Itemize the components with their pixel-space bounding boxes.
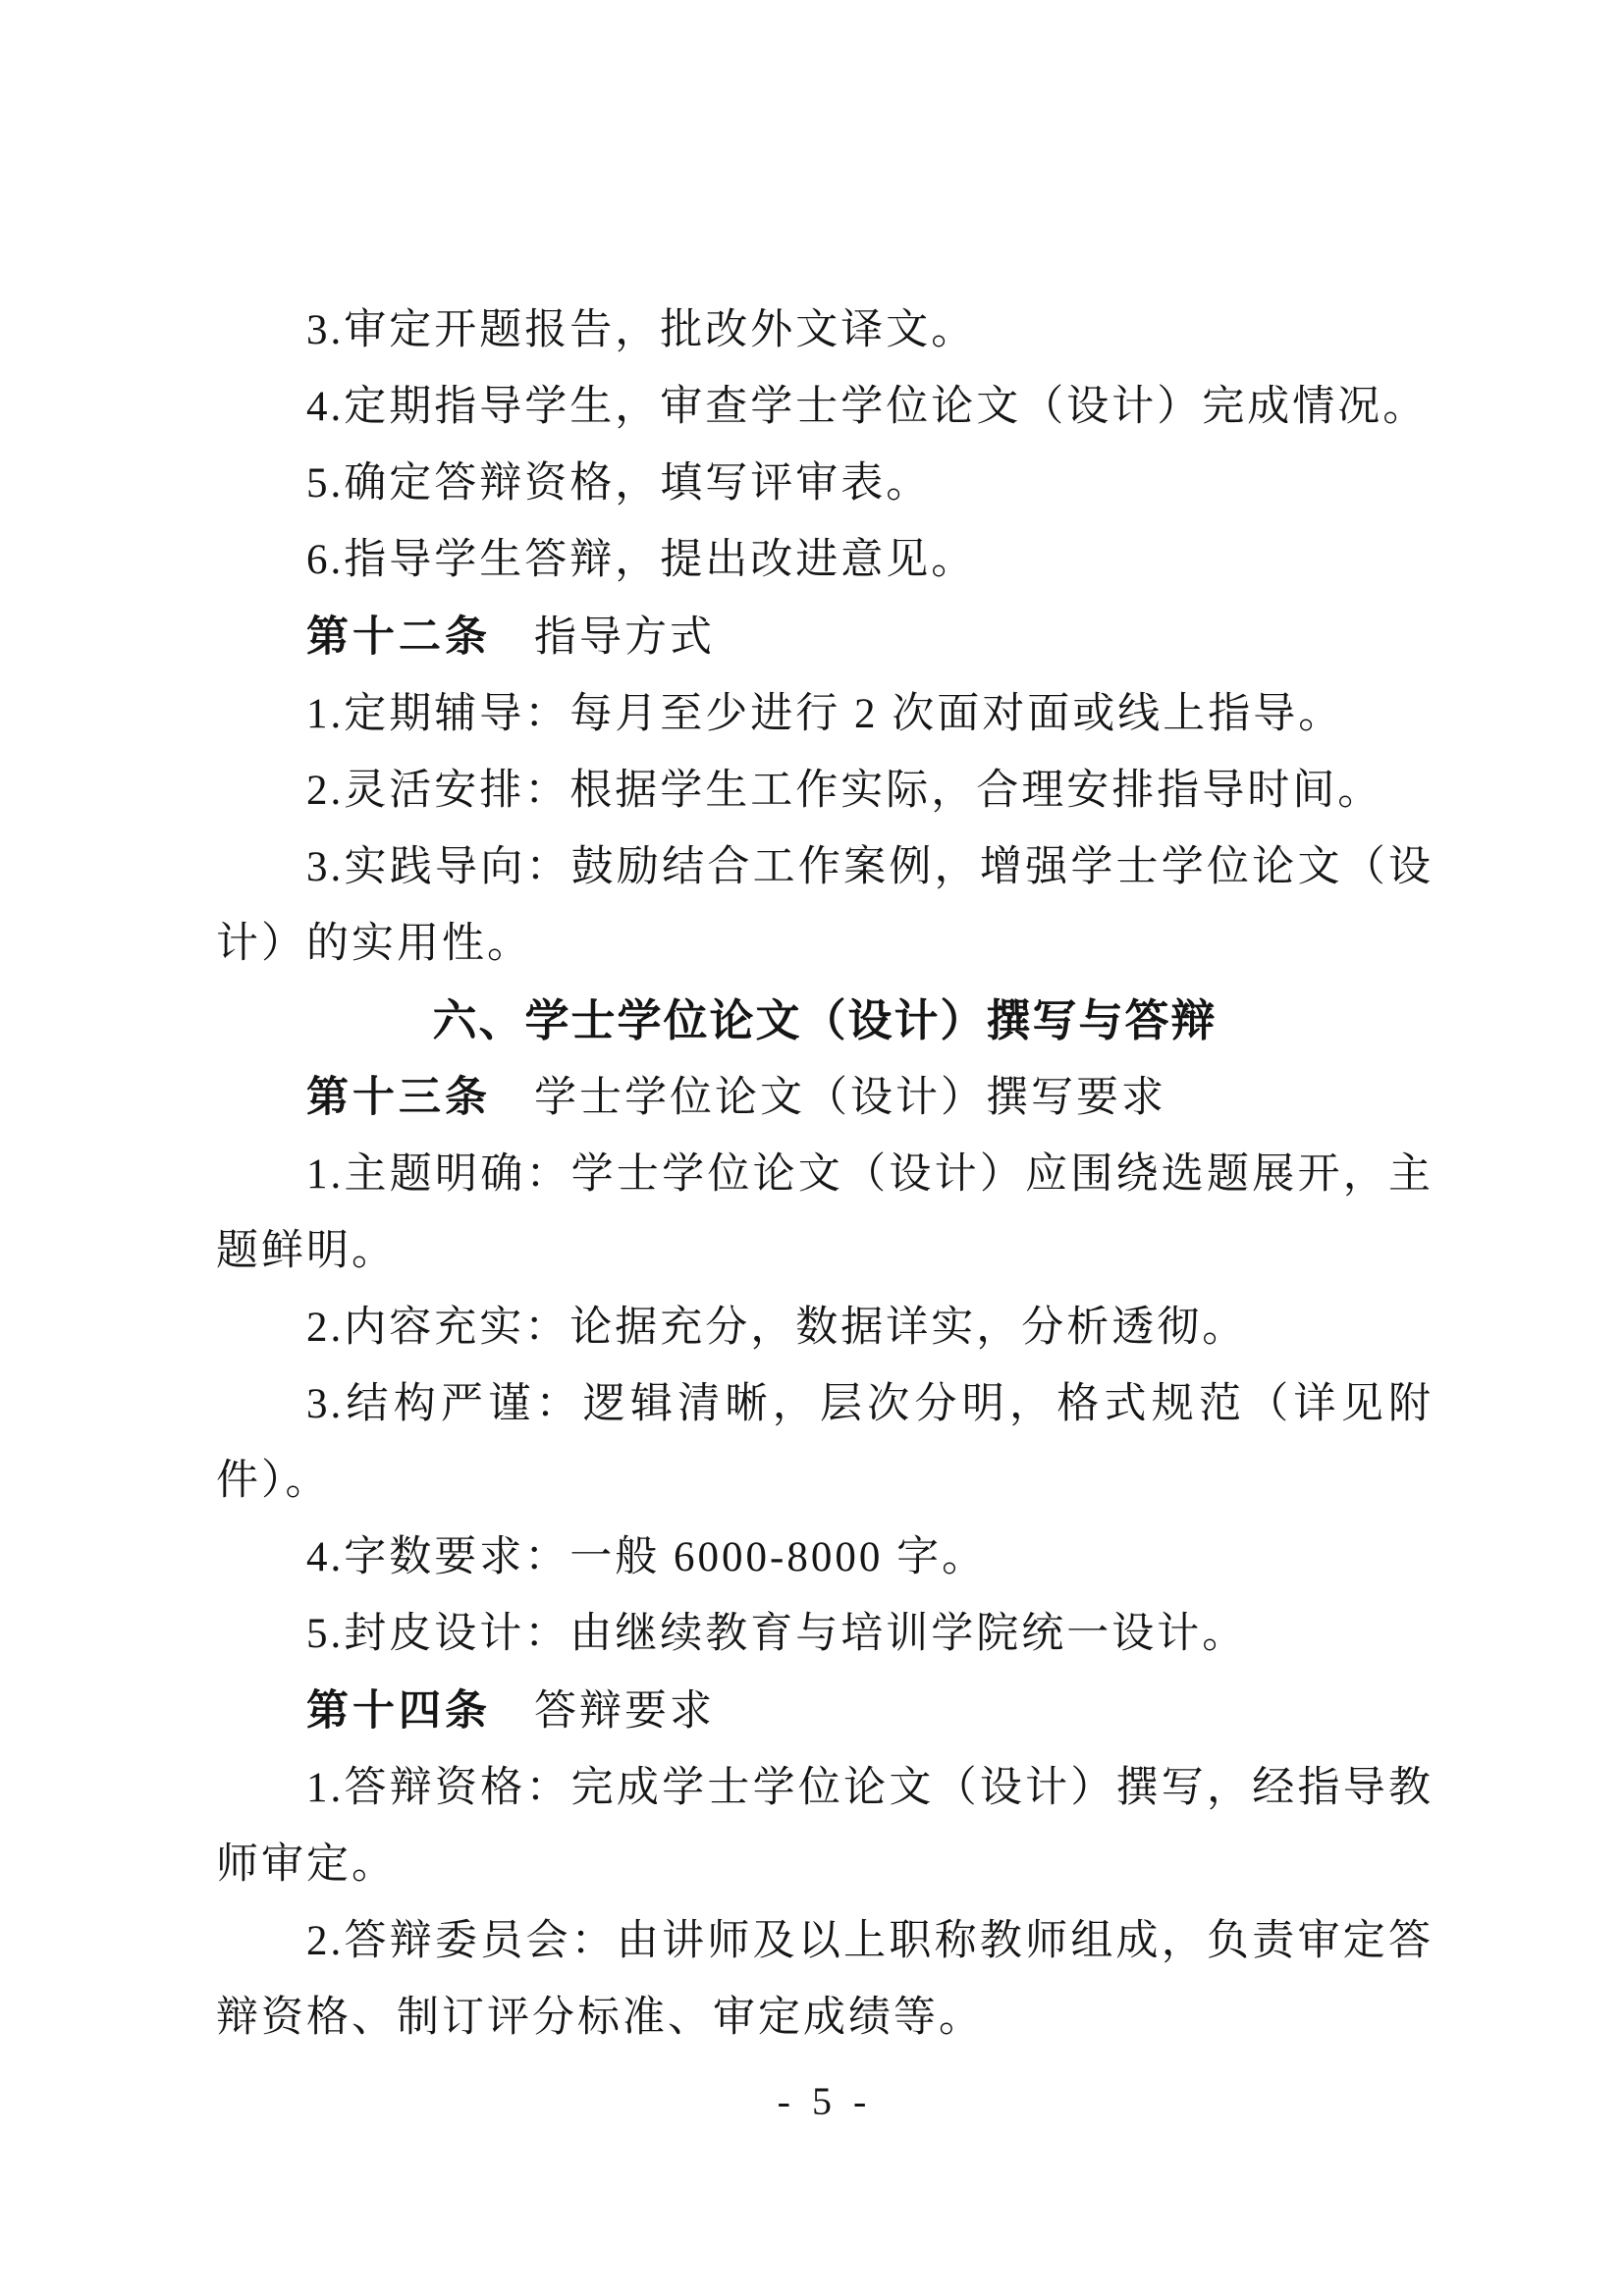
article-title: 答辩要求 [534,1688,715,1735]
list-item-paragraph: 1.定期辅导：每月至少进行 2 次面对面或线上指导。 [306,691,1344,737]
list-item-paragraph: 5.确定答辩资格，填写评审表。 [306,460,932,507]
article-heading [216,1059,1434,1137]
page-number: - 5 - [777,2079,873,2123]
article-number-label: 第十四条 [306,1687,491,1735]
list-item-paragraph: 3.实践导向：鼓励结合工作案例，增强学士学位论文（设计）的实用性。 [216,844,1434,967]
section-heading: 六、学士学位论文（设计）撰写与答辩 [432,995,1218,1045]
list-item-paragraph: 2.答辩委员会：由讲师及以上职称教师组成，负责审定答辩资格、制订评分标准、审定成绩等。 [216,1918,1434,2041]
document-body [216,293,1434,2056]
list-item-paragraph: 3.审定开题报告，批改外文译文。 [306,307,977,353]
article-number-label: 第十三条 [306,1074,491,1121]
list-item-paragraph: 4.字数要求：一般 6000-8000 字。 [306,1534,988,1580]
list-item-paragraph: 2.灵活安排：根据学生工作实际，合理安排指导时间。 [306,768,1383,814]
list-item-paragraph: 3.结构严谨：逻辑清晰，层次分明，格式规范（详见附件）。 [216,1381,1434,1504]
list-item-paragraph: 4.定期指导学生，审查学士学位论文（设计）完成情况。 [306,384,1429,430]
list-item-paragraph: 1.答辩资格：完成学士学位论文（设计）撰写，经指导教师审定。 [216,1765,1434,1888]
article-title: 学士学位论文（设计）撰写要求 [534,1075,1166,1121]
article-title: 指导方式 [534,614,715,661]
article-number-label: 第十二条 [306,614,491,661]
list-item-paragraph: 5.封皮设计：由继续教育与培训学院统一设计。 [306,1611,1248,1657]
list-item-paragraph: 6.指导学生答辩，提出改进意见。 [306,537,977,583]
article-heading [216,1673,1434,1750]
article-heading [216,599,1434,676]
list-item-paragraph: 2.内容充实：论据充分，数据详实，分析透彻。 [306,1305,1248,1351]
list-item-paragraph: 1.主题明确：学士学位论文（设计）应围绕选题展开，主题鲜明。 [216,1151,1434,1274]
